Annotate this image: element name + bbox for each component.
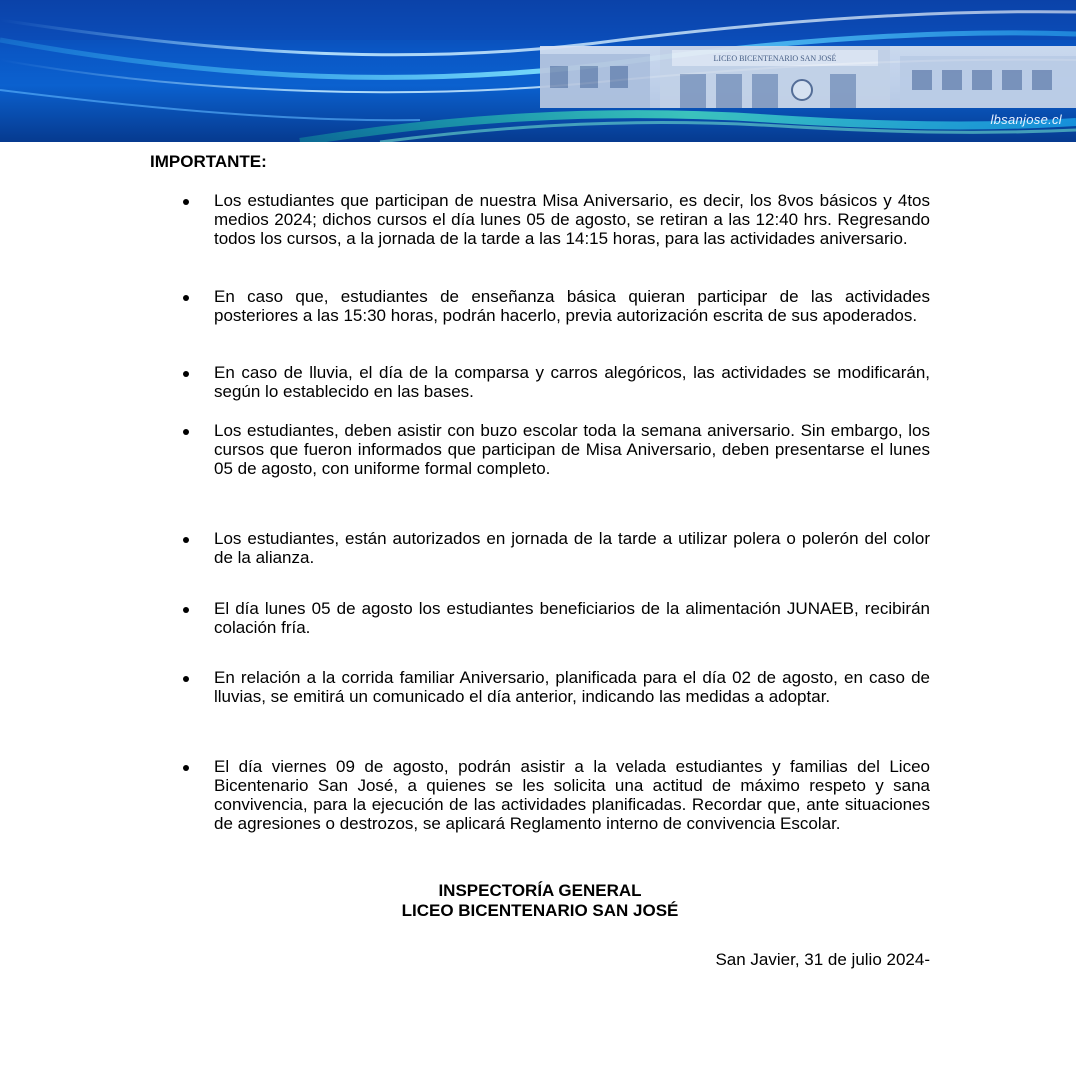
header-banner — [0, 0, 1076, 142]
list-item-text: En caso que, estudiantes de enseñanza básica quieran participar de las actividades posteriores a las 15:30 horas, podrán hacerlo, previa autorización escrita de sus apoderados. — [214, 287, 930, 325]
bullet-icon — [183, 537, 189, 543]
building-sign-text: LICEO BICENTENARIO SAN JOSÉ — [713, 54, 837, 63]
signature-block — [0, 881, 1080, 921]
list-item — [183, 757, 930, 833]
bullet-icon — [183, 607, 189, 613]
list-item-text: Los estudiantes que participan de nuestra Misa Aniversario, es decir, los 8vos básicos y 4tos medios 2024; dichos cursos el día lunes 05 de agosto, se retiran a las 12:40 hrs. Regresando todos los cursos, a la jornada de la tarde a las 14:15 horas, para las actividades aniversario. — [214, 191, 930, 248]
document-date: San Javier, 31 de julio 2024- — [715, 950, 930, 969]
list-item — [183, 363, 930, 401]
signature-line1: INSPECTORÍA GENERAL — [438, 881, 642, 900]
list-item-text: En relación a la corrida familiar Aniversario, planificada para el día 02 de agosto, en caso de lluvias, se emitirá un comunicado el día anterior, indicando las medidas a adoptar. — [214, 668, 930, 706]
list-item-text: El día lunes 05 de agosto los estudiantes beneficiarios de la alimentación JUNAEB, recibirán colación fría. — [214, 599, 930, 637]
list-item-text: Los estudiantes, deben asistir con buzo escolar toda la semana aniversario. Sin embargo, los cursos que fueron informados que participan de Misa Aniversario, deben presentarse el lunes 05 de agosto, con uniforme formal completo. — [214, 421, 930, 478]
bullet-icon — [183, 295, 189, 301]
list-item — [183, 529, 930, 567]
bullet-icon — [183, 371, 189, 377]
bullet-icon — [183, 765, 189, 771]
website-label: lbsanjose.cl — [990, 112, 1062, 127]
list-item — [183, 668, 930, 706]
signature-line2: LICEO BICENTENARIO SAN JOSÉ — [401, 901, 679, 920]
bullet-icon — [183, 676, 189, 682]
list-item-text: En caso de lluvia, el día de la comparsa y carros alegóricos, las actividades se modificarán, según lo establecido en las bases. — [214, 363, 930, 401]
bullet-icon — [183, 429, 189, 435]
school-building-image — [540, 46, 1076, 108]
bullet-icon — [183, 199, 189, 205]
list-item — [183, 421, 930, 478]
list-item-text: El día viernes 09 de agosto, podrán asistir a la velada estudiantes y familias del Liceo Bicentenario San José, a quienes se les solicita una actitud de máximo respeto y sana convivencia, para la ejecución de las actividades planificadas. Recordar que, ante situaciones de agresiones o destrozos, se aplicará Reglamento interno de convivencia Escolar. — [214, 757, 930, 833]
list-item-text: Los estudiantes, están autorizados en jornada de la tarde a utilizar polera o polerón del color de la alianza. — [214, 529, 930, 567]
list-item — [183, 191, 930, 248]
list-item — [183, 287, 930, 325]
important-heading: IMPORTANTE: — [150, 152, 267, 171]
list-item — [183, 599, 930, 637]
